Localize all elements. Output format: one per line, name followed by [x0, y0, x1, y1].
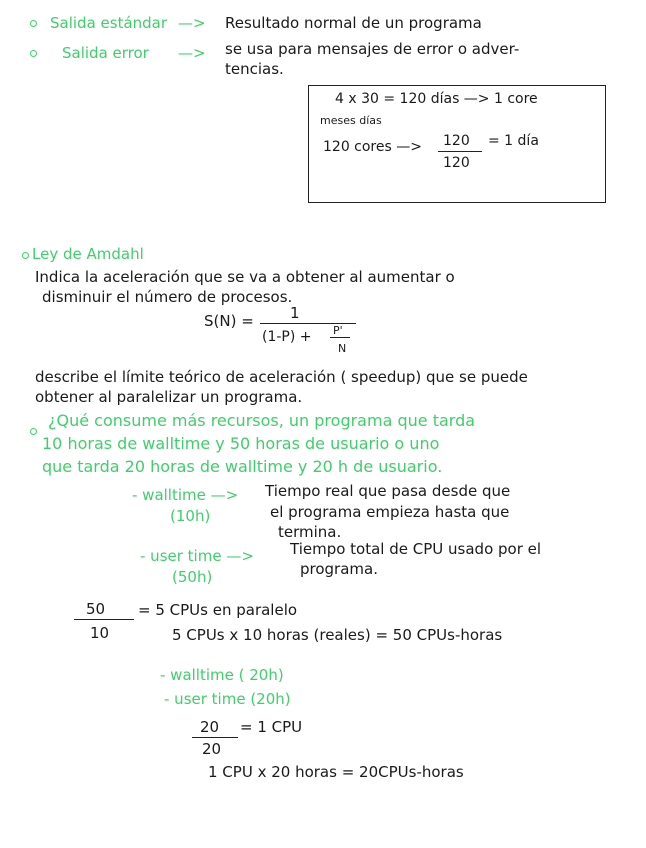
box-equation-2-right: = 1 día [488, 133, 539, 149]
question-line3: que tarda 20 horas de walltime y 20 h de usuario. [42, 457, 443, 476]
usertime-term: - user time —> [140, 547, 254, 565]
calc2-result: = 1 CPU [240, 718, 303, 736]
walltime-definition-line3: termina. [278, 523, 342, 541]
walltime-term: - walltime —> [132, 486, 239, 504]
walltime-definition-line1: Tiempo real que pasa desde que [265, 482, 511, 500]
box-equation-1-sub: meses días [320, 114, 382, 127]
usertime-definition-line1: Tiempo total de CPU usado por el [290, 540, 542, 558]
calc1-numerator: 50 [86, 600, 106, 618]
box-fraction-numerator: 120 [443, 133, 470, 149]
amdahl-describe-line1: describe el límite teórico de aceleración ( speedup) que se puede [35, 368, 528, 386]
box-fraction-bar [438, 151, 482, 152]
calc1-product: 5 CPUs x 10 horas (reales) = 50 CPUs-horas [172, 626, 503, 644]
amdahl-description-line2: disminuir el número de procesos. [42, 288, 293, 306]
amdahl-formula-p: P' [333, 324, 343, 337]
amdahl-describe-line2: obtener al paralelizar un programa. [35, 388, 303, 406]
calc1-denominator: 10 [90, 624, 110, 642]
box-fraction-denominator: 120 [443, 155, 470, 171]
calc2-walltime: - walltime ( 20h) [160, 666, 284, 684]
amdahl-formula-denominator: (1-P) + [262, 329, 312, 345]
calc1-fraction-bar [74, 619, 134, 620]
bullet-dot-icon [30, 428, 37, 435]
amdahl-formula-subbar [330, 337, 350, 338]
amdahl-formula-n: N [338, 342, 347, 355]
calc2-denominator: 20 [202, 740, 222, 758]
calc1-result: = 5 CPUs en paralelo [138, 601, 298, 619]
stdout-arrow: —> [178, 14, 206, 32]
question-line1: ¿Qué consume más recursos, un programa que tarda [48, 411, 476, 430]
calc2-fraction-bar [192, 737, 238, 738]
stderr-arrow: —> [178, 44, 206, 62]
usertime-definition-line2: programa. [300, 560, 378, 578]
walltime-value: (10h) [170, 507, 211, 525]
calc2-numerator: 20 [200, 718, 220, 736]
bullet-dot-icon [30, 50, 37, 57]
question-line2: 10 horas de walltime y 50 horas de usuario o uno [42, 434, 440, 453]
calc2-usertime: - user time (20h) [164, 690, 291, 708]
usertime-value: (50h) [172, 568, 213, 586]
bullet-dot-icon [22, 252, 29, 259]
amdahl-formula-left: S(N) = [204, 312, 254, 330]
stdout-term: Salida estándar [50, 14, 168, 32]
box-equation-2-left: 120 cores —> [323, 139, 422, 155]
stderr-term: Salida error [62, 44, 149, 62]
calc2-product: 1 CPU x 20 horas = 20CPUs-horas [208, 763, 464, 781]
stderr-definition-line1: se usa para mensajes de error o adver- [225, 40, 520, 58]
stdout-definition: Resultado normal de un programa [225, 14, 482, 32]
stderr-definition-line2: tencias. [225, 60, 284, 78]
amdahl-formula-numerator: 1 [290, 304, 300, 322]
amdahl-title: Ley de Amdahl [32, 245, 144, 263]
walltime-definition-line2: el programa empieza hasta que [270, 503, 510, 521]
box-equation-1: 4 x 30 = 120 días —> 1 core [335, 91, 538, 107]
bullet-dot-icon [30, 20, 37, 27]
amdahl-description-line1: Indica la aceleración que se va a obtener al aumentar o [35, 268, 455, 286]
